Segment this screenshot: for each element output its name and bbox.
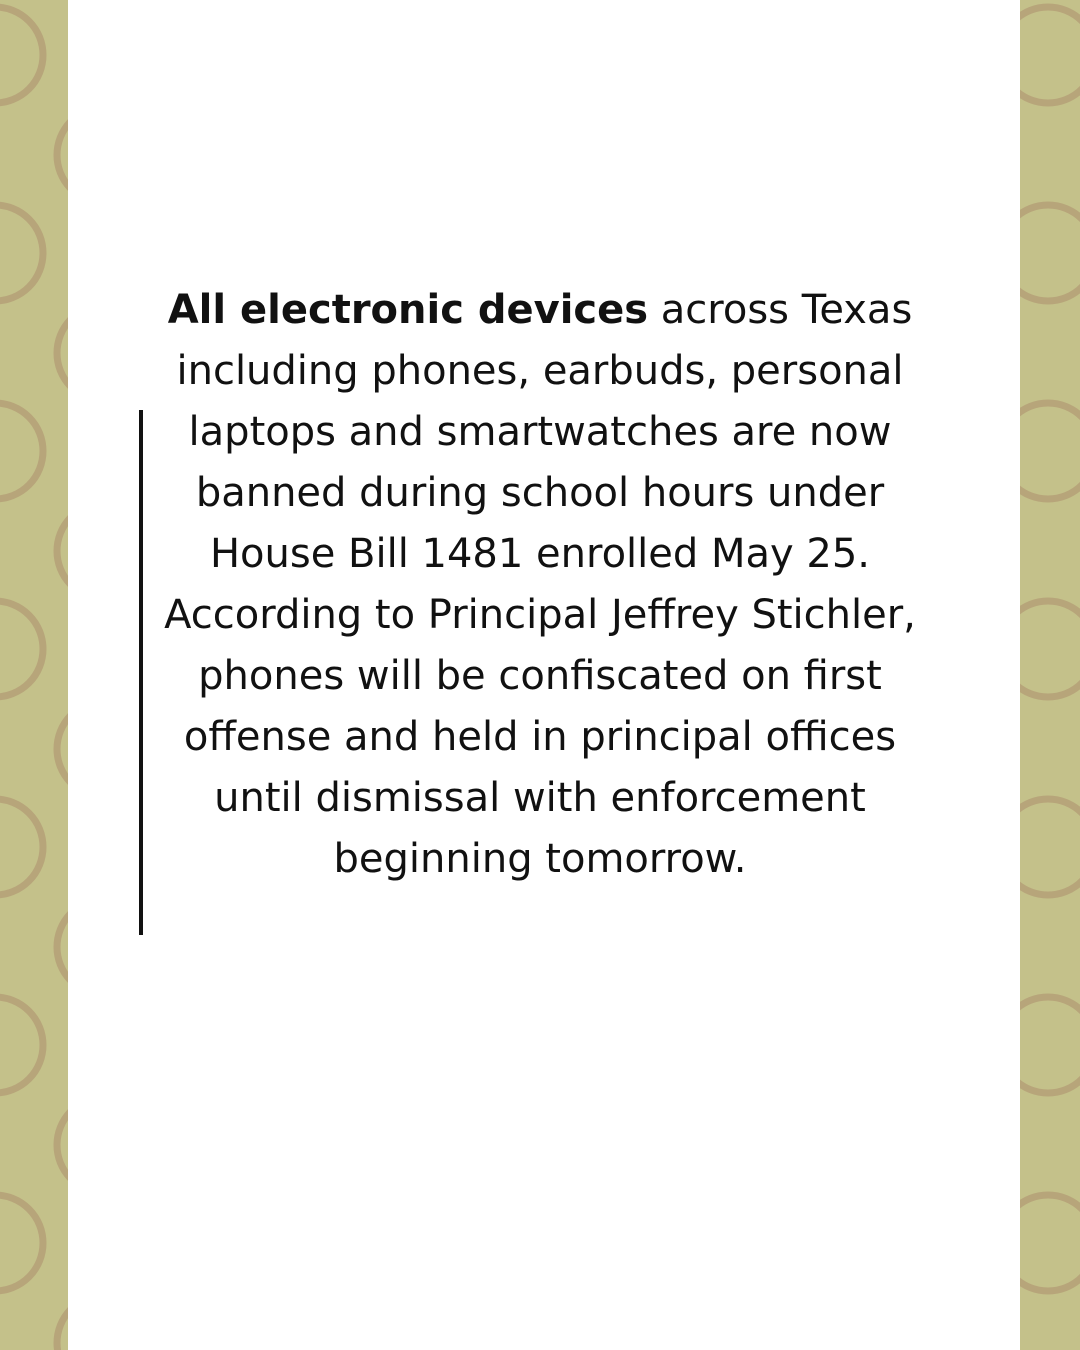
article-body: across Texas including phones, earbuds, personal laptops and smartwatches are now banned during school hours under House Bill 1481 enrolled May 25. According to Principal Jeffrey Stichler, phones will be confiscated on first offense and held in principal offices until dismissal with enforcement beginning tomorrow.	[164, 287, 916, 882]
left-pattern-panel	[0, 0, 68, 1350]
circle-pattern	[1020, 0, 1080, 1350]
article-lead: All electronic devices	[167, 287, 649, 333]
article-paragraph	[160, 280, 920, 890]
right-pattern-panel	[1020, 0, 1080, 1350]
quote-accent-bar	[139, 410, 143, 935]
circle-pattern	[0, 0, 68, 1350]
